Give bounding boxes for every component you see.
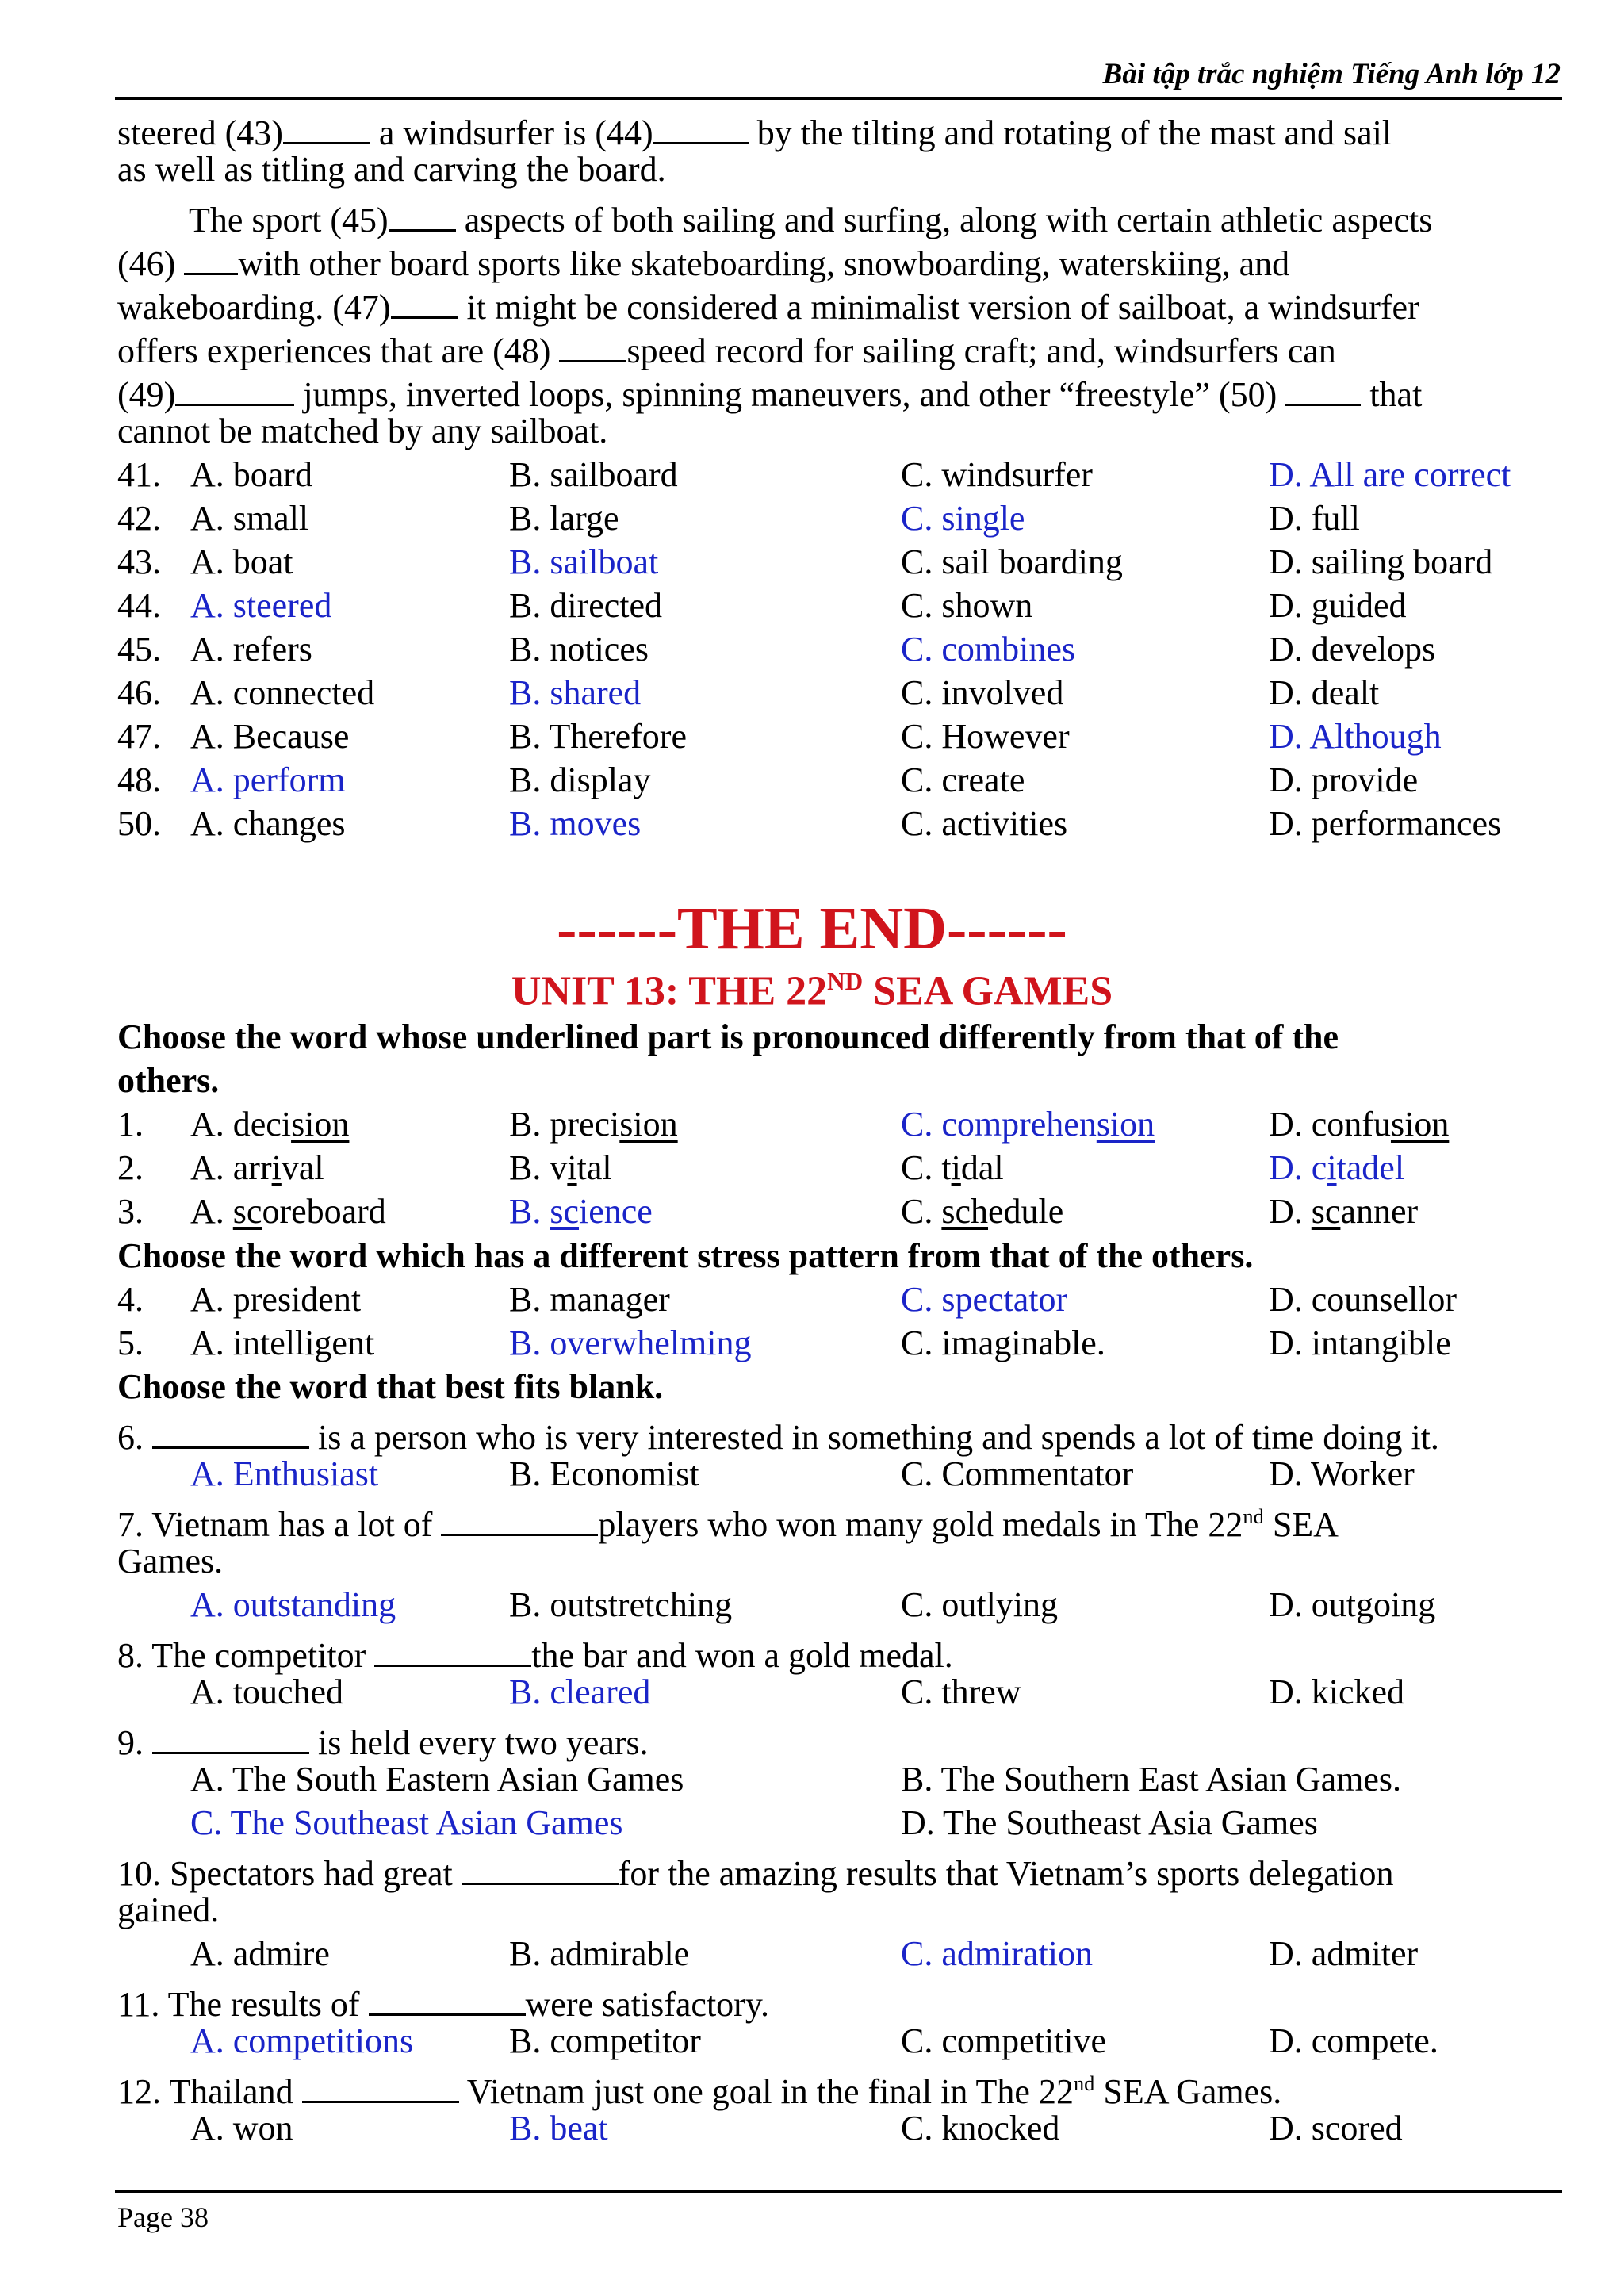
question-number: 50.	[117, 804, 161, 843]
question-number: 48.	[117, 761, 161, 799]
option-a: A. board	[190, 455, 312, 494]
question-text: is held every two years.	[309, 1722, 649, 1762]
option-b: B. large	[509, 499, 619, 538]
option-c: C. However	[901, 717, 1070, 756]
option-text: C. t	[901, 1148, 952, 1187]
unit-title	[0, 967, 1624, 1014]
option-b: B. manager	[509, 1280, 670, 1319]
option-b-correct: B. overwhelming	[509, 1324, 752, 1362]
blank-9	[152, 1718, 309, 1754]
blank-48	[559, 327, 626, 362]
the-end-title: ------THE END------	[557, 895, 1067, 962]
instruction-stress: Choose the word which has a different stress pattern from that of the others.	[117, 1236, 1254, 1275]
underlined-part: sch	[941, 1192, 989, 1231]
underlined-part: i	[271, 1148, 282, 1187]
question-number: 4.	[117, 1280, 144, 1319]
blank-7	[441, 1500, 598, 1536]
option-c: C. knocked	[901, 2109, 1060, 2147]
question-number: 46.	[117, 673, 161, 712]
blank-10	[462, 1849, 619, 1885]
passage-text: with other board sports like skateboarding, snowboarding, waterskiing, and	[238, 243, 1290, 283]
option-text: A.	[190, 1192, 233, 1231]
question-number: 42.	[117, 499, 161, 538]
option-b: B. The Southern East Asian Games.	[901, 1760, 1401, 1799]
underlined-part: sion	[291, 1105, 350, 1144]
passage-text: that	[1361, 374, 1423, 414]
blank-45	[389, 196, 456, 232]
option-c: C. involved	[901, 673, 1064, 712]
question-6-stem	[117, 1413, 1439, 1455]
option-c-correct	[901, 1107, 1155, 1142]
option-text: tal	[576, 1148, 612, 1187]
question-11-stem	[117, 1980, 769, 2022]
underlined-part: sc	[232, 1192, 262, 1231]
option-text: D. c	[1269, 1148, 1327, 1187]
passage-line-3	[189, 196, 1432, 238]
option-b-correct: B. beat	[509, 2109, 608, 2147]
blank-44	[653, 109, 749, 144]
superscript: nd	[1073, 2071, 1095, 2096]
option-d	[1269, 1194, 1418, 1229]
option-text: A. arr	[190, 1148, 272, 1187]
question-text: Vietnam just one goal in the final in The 22	[458, 2071, 1074, 2111]
blank-49	[175, 370, 294, 406]
option-a: A. admire	[190, 1934, 330, 1973]
passage-text: wakeboarding. (47)	[117, 287, 391, 327]
option-b: B. display	[509, 761, 651, 799]
option-text: anner	[1340, 1192, 1419, 1231]
passage-text: speed record for sailing craft; and, windsurfers can	[626, 331, 1336, 370]
option-a: A. refers	[190, 630, 312, 669]
instruction-pronunciation-cont: others.	[117, 1061, 220, 1100]
question-8-stem	[117, 1631, 953, 1673]
option-b: B. Therefore	[509, 717, 687, 756]
option-c: C. activities	[901, 804, 1068, 843]
option-c: C. imaginable.	[901, 1324, 1105, 1362]
question-text: were satisfactory.	[525, 1984, 769, 2024]
passage-text: by the tilting and rotating of the mast and sail	[748, 113, 1392, 152]
instruction-pronunciation: Choose the word whose underlined part is pronounced differently from that of the	[117, 1017, 1339, 1056]
question-text: the bar and won a gold medal.	[531, 1635, 953, 1675]
question-text: 12. Thailand	[117, 2071, 302, 2111]
blank-46	[184, 239, 238, 275]
option-d: D. intangible	[1269, 1324, 1451, 1362]
option-a: A. boat	[190, 542, 293, 581]
option-b-correct: B. shared	[509, 673, 642, 712]
underlined-part: i	[951, 1148, 961, 1187]
option-text: B. v	[509, 1148, 568, 1187]
option-d: D. provide	[1269, 761, 1419, 799]
option-c: C. sail boarding	[901, 542, 1123, 581]
option-c-correct: C. admiration	[901, 1934, 1093, 1973]
question-text: SEA Games.	[1094, 2071, 1282, 2111]
footer-rule	[115, 2190, 1562, 2193]
passage-line-2: as well as titling and carving the board.	[117, 150, 666, 189]
question-text: 8. The competitor	[117, 1635, 375, 1675]
option-c: C. outlying	[901, 1585, 1059, 1624]
question-number: 41.	[117, 455, 161, 494]
question-12-stem	[117, 2067, 1281, 2109]
option-d: D. admiter	[1269, 1934, 1419, 1973]
option-c: C. create	[901, 761, 1025, 799]
option-text: C. comprehen	[901, 1105, 1097, 1144]
question-number: 1.	[117, 1105, 144, 1144]
question-number: 6.	[117, 1417, 152, 1457]
option-text: A. deci	[190, 1105, 292, 1144]
option-a-correct: A. steered	[190, 586, 332, 625]
passage-text: offers experiences that are (48)	[117, 331, 560, 370]
blank-12	[302, 2067, 459, 2103]
option-b: B. sailboard	[509, 455, 678, 494]
option-b-correct: B. sailboat	[509, 542, 659, 581]
option-a: A. president	[190, 1280, 362, 1319]
blank-43	[283, 109, 370, 144]
option-a	[190, 1148, 324, 1187]
option-b	[509, 1148, 612, 1187]
option-a: A. The South Eastern Asian Games	[190, 1760, 684, 1799]
option-d: D. sailing board	[1269, 542, 1493, 581]
blank-11	[369, 1980, 526, 2016]
passage-line-5	[117, 283, 1419, 325]
option-d: D. Worker	[1269, 1454, 1415, 1493]
option-a-correct: A. outstanding	[190, 1585, 396, 1624]
option-c: C. windsurfer	[901, 455, 1093, 494]
question-10-stem-cont: gained.	[117, 1891, 220, 1929]
question-number: 43.	[117, 542, 161, 581]
header-rule	[115, 97, 1562, 100]
option-text: val	[281, 1148, 324, 1187]
option-a: A. won	[190, 2109, 293, 2147]
question-text: 11. The results of	[117, 1984, 369, 2024]
option-d: D. performances	[1269, 804, 1502, 843]
blank-8	[374, 1631, 531, 1667]
passage-text: jumps, inverted loops, spinning maneuvers, and other “freestyle” (50)	[294, 374, 1286, 414]
option-a: A. small	[190, 499, 309, 538]
option-d: D. full	[1269, 499, 1360, 538]
option-d: D. counsellor	[1269, 1280, 1457, 1319]
option-d: D. The Southeast Asia Games	[901, 1803, 1318, 1842]
question-text: is a person who is very interested in something and spends a lot of time doing it.	[309, 1417, 1439, 1457]
passage-line-8: cannot be matched by any sailboat.	[117, 412, 608, 450]
question-9-stem	[117, 1718, 649, 1761]
question-text: 9.	[117, 1722, 152, 1762]
option-text: D. confu	[1269, 1105, 1391, 1144]
option-c: C. competitive	[901, 2021, 1107, 2060]
question-text: 7. Vietnam has a lot of	[117, 1504, 442, 1544]
passage-line-1	[117, 109, 1392, 151]
option-b: B. competitor	[509, 2021, 701, 2060]
passage-text: (49)	[117, 374, 176, 414]
option-c-correct: C. spectator	[901, 1280, 1068, 1319]
option-d: D. develops	[1269, 630, 1436, 669]
option-a	[190, 1194, 386, 1229]
option-a: A. changes	[190, 804, 346, 843]
passage-text: The sport (45)	[189, 200, 389, 239]
option-d-correct: D. Although	[1269, 717, 1442, 756]
option-d: D. scored	[1269, 2109, 1403, 2147]
blank-50	[1285, 370, 1361, 406]
option-a: A. touched	[190, 1672, 344, 1711]
question-number: 5.	[117, 1324, 144, 1362]
question-text: 10. Spectators had great	[117, 1853, 462, 1893]
blank-47	[391, 283, 458, 319]
option-a-correct: A. Enthusiast	[190, 1454, 379, 1493]
passage-line-4	[117, 239, 1289, 282]
question-text: for the amazing results that Vietnam’s sports delegation	[618, 1853, 1394, 1893]
option-text: B.	[509, 1192, 550, 1231]
question-number: 2.	[117, 1148, 144, 1187]
blank-6	[152, 1413, 309, 1449]
option-a: A. intelligent	[190, 1324, 375, 1362]
instruction-vocabulary: Choose the word that best fits blank.	[117, 1367, 664, 1406]
question-number: 47.	[117, 717, 161, 756]
passage-line-7	[117, 370, 1422, 412]
option-text: dal	[960, 1148, 1004, 1187]
option-d: D. dealt	[1269, 673, 1380, 712]
option-a-correct: A. perform	[190, 761, 346, 799]
question-number: 45.	[117, 630, 161, 669]
question-number: 3.	[117, 1192, 144, 1231]
option-b: B. Economist	[509, 1454, 699, 1493]
option-d: D. compete.	[1269, 2021, 1438, 2060]
option-a: A. Because	[190, 717, 350, 756]
question-7-stem	[117, 1500, 1339, 1542]
option-text: edule	[988, 1192, 1064, 1231]
option-c	[901, 1148, 1004, 1187]
page-number: Page 38	[117, 2201, 209, 2233]
passage-line-6	[117, 327, 1336, 369]
underlined-part: sion	[1390, 1105, 1450, 1144]
unit-title-text: SEA GAMES	[863, 968, 1113, 1014]
passage-text: it might be considered a minimalist version of sailboat, a windsurfer	[458, 287, 1419, 327]
option-c: C. threw	[901, 1672, 1021, 1711]
option-b-correct: B. cleared	[509, 1672, 651, 1711]
question-text: players who won many gold medals in The 22	[598, 1504, 1243, 1544]
option-c-correct: C. single	[901, 499, 1025, 538]
underlined-part: sion	[1096, 1105, 1155, 1144]
question-10-stem	[117, 1849, 1394, 1891]
option-c-correct: C. combines	[901, 630, 1075, 669]
option-text: D.	[1269, 1192, 1312, 1231]
option-c: C. Commentator	[901, 1454, 1134, 1493]
option-text: tadel	[1336, 1148, 1405, 1187]
header-title: Bài tập trắc nghiệm Tiếng Anh lớp 12	[1102, 58, 1561, 90]
passage-text: (46)	[117, 243, 185, 283]
unit-title-sup: ND	[827, 967, 864, 995]
passage-text: aspects of both sailing and surfing, along with certain athletic aspects	[455, 200, 1433, 239]
option-d-correct: D. All are correct	[1269, 455, 1511, 494]
option-b: B. directed	[509, 586, 663, 625]
option-text: oreboard	[262, 1192, 386, 1231]
option-d: D. outgoing	[1269, 1585, 1436, 1624]
underlined-part: sion	[619, 1105, 678, 1144]
option-text: C.	[901, 1192, 942, 1231]
option-b: B. admirable	[509, 1934, 690, 1973]
option-b	[509, 1107, 678, 1142]
underlined-part: sc	[1311, 1192, 1341, 1231]
option-d: D. kicked	[1269, 1672, 1405, 1711]
option-b-correct: B. moves	[509, 804, 642, 843]
option-d-correct	[1269, 1148, 1405, 1187]
question-number: 44.	[117, 586, 161, 625]
underlined-part: i	[567, 1148, 577, 1187]
passage-text: a windsurfer is (44)	[370, 113, 653, 152]
option-c-correct: C. The Southeast Asian Games	[190, 1803, 623, 1842]
option-a	[190, 1107, 349, 1142]
option-a: A. connected	[190, 673, 375, 712]
option-b: B. notices	[509, 630, 649, 669]
option-b: B. outstretching	[509, 1585, 733, 1624]
option-c	[901, 1194, 1063, 1229]
option-c: C. shown	[901, 586, 1033, 625]
underlined-part: sc	[550, 1192, 580, 1231]
superscript: nd	[1243, 1504, 1264, 1529]
option-text: ience	[579, 1192, 653, 1231]
option-d	[1269, 1107, 1449, 1142]
underlined-part: i	[1327, 1148, 1337, 1187]
unit-title-text: UNIT 13: THE 22	[511, 968, 828, 1014]
option-d: D. guided	[1269, 586, 1407, 625]
option-b-correct	[509, 1194, 653, 1229]
option-a-correct: A. competitions	[190, 2021, 414, 2060]
option-text: B. preci	[509, 1105, 620, 1144]
question-text: SEA	[1263, 1504, 1339, 1544]
passage-text: steered (43)	[117, 113, 283, 152]
question-7-stem-cont: Games.	[117, 1542, 224, 1580]
